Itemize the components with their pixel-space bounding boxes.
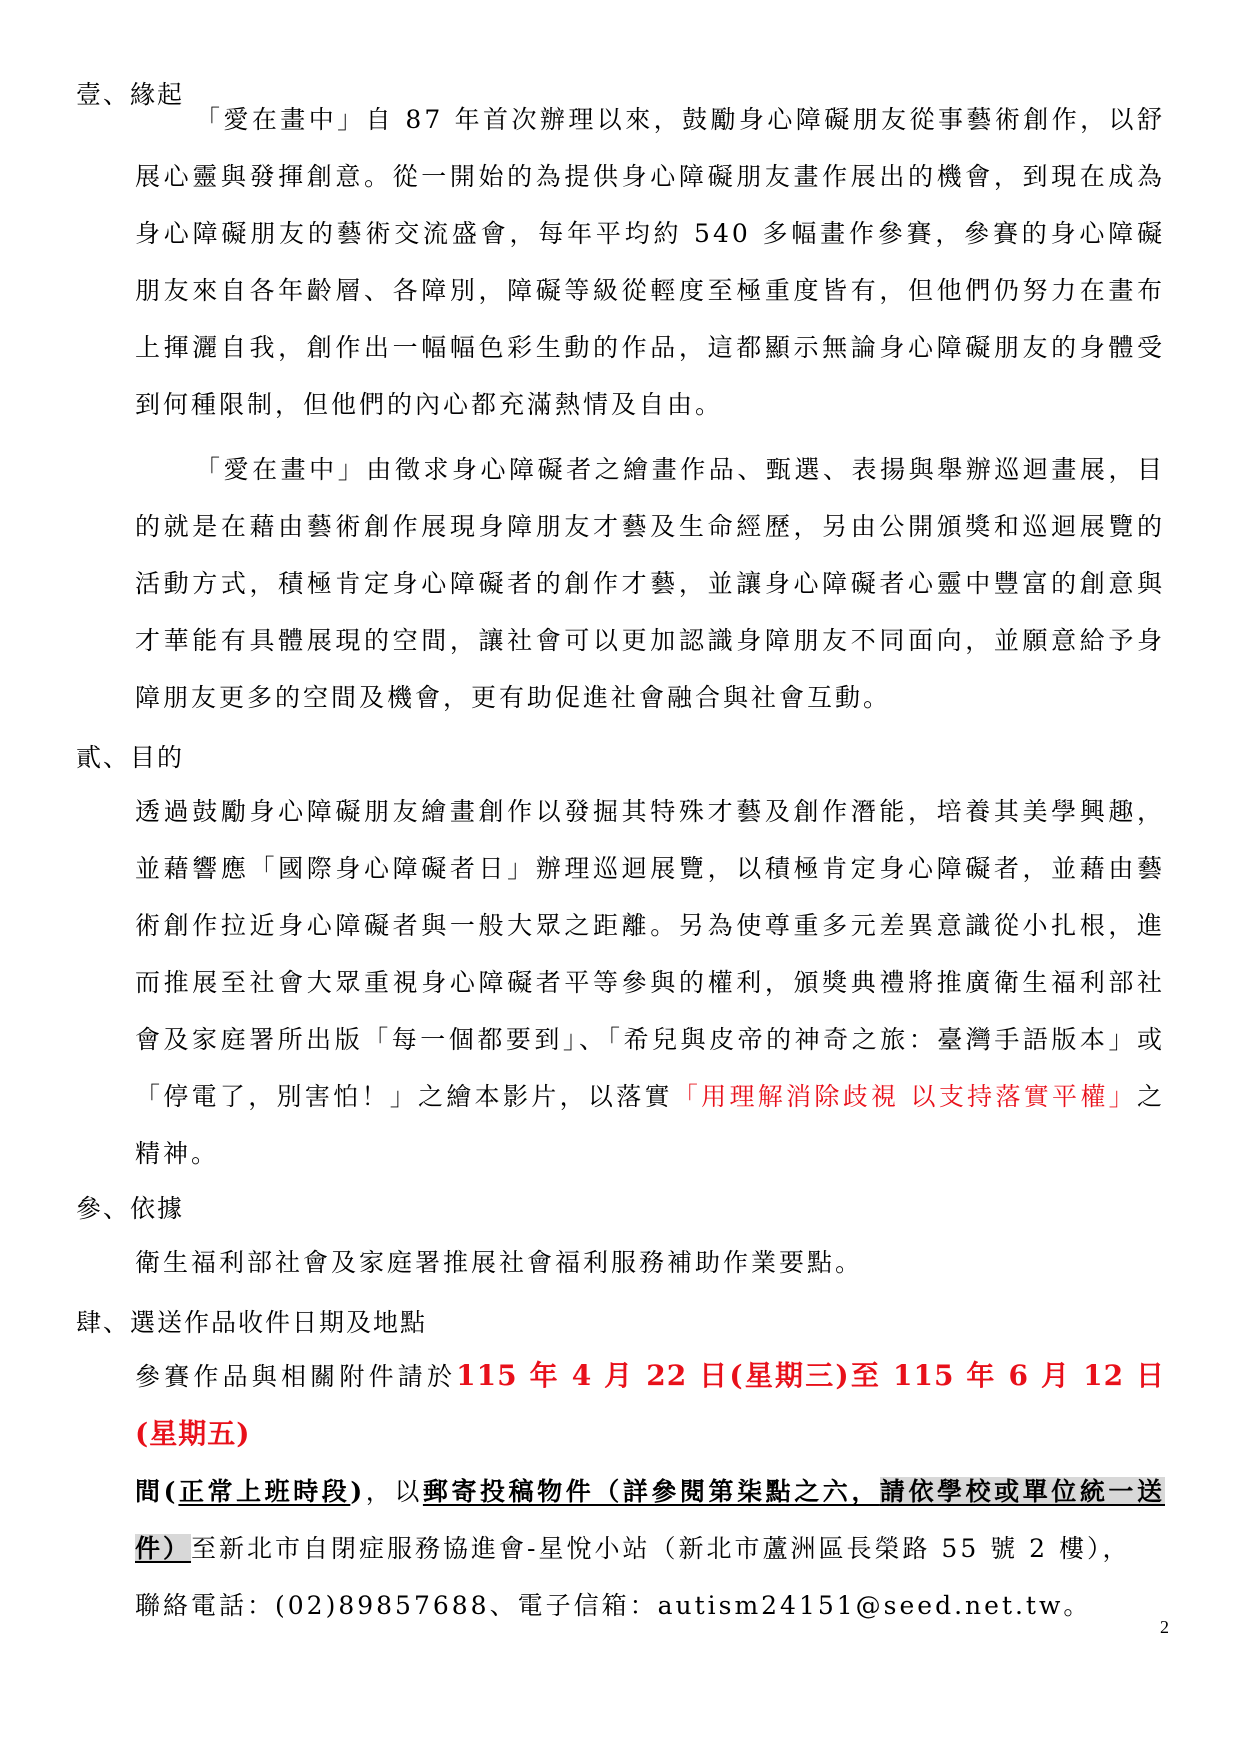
origin-paragraph-1: 「愛在畫中」自 87 年首次辦理以來，鼓勵身心障礙朋友從事藝術創作，以舒展心靈與發揮創意。從一開始的為提供身心障礙朋友畫作展出的機會，到現在成為身心障礙朋友的藝術交流盛會，每年平均約 540 多幅畫作參賽，參賽的身心障礙朋友來自各年齡層、各障別，障礙等級從輕度至極重度皆有，但他們仍努力在畫布上揮灑自我，創作出一幅幅色彩生動的作品，這都顯示無論身心障礙朋友的身體受到何種限制，但他們的內心都充滿熱情及自由。 xyxy=(135,105,1165,419)
submission-period-close: ) xyxy=(350,1477,366,1506)
section-heading-origin: 壹、緣起 xyxy=(76,80,185,109)
submission-paragraph xyxy=(135,1347,1165,1634)
purpose-paragraph xyxy=(135,783,1165,1182)
purpose-text: 透過鼓勵身心障礙朋友繪畫創作以發掘其特殊才藝及創作潛能，培養其美學興趣，並藉響應「國際身心障礙者日」辦理巡迴展覽，以積極肯定身心障礙者，並藉由藝術創作拉近身心障礙者與一般大眾之距離。另為使尊重多元差異意識從小扎根，進而推展至社會大眾重視身心障礙者平等參與的權利，頒獎典禮將推廣衛生福利部社會及家庭署所出版「每一個都要到」、「希兒與皮帝的神奇之旅：臺灣手語版本」或「停電了，別害怕！」之繪本影片，以落實 xyxy=(135,797,1165,1111)
section-heading-submission: 肆、選送作品收件日期及地點 xyxy=(76,1308,428,1337)
page-number: 2 xyxy=(1160,1617,1169,1637)
submission-mail-note: 郵寄投稿物件（詳參閱第柒點之六， xyxy=(422,1477,880,1506)
purpose-text-end: 之精神。 xyxy=(135,1082,1165,1168)
submission-office-hours: 正常上班時段 xyxy=(178,1477,351,1506)
purpose-highlight-text: 「用理解消除歧視 以支持落實平權」 xyxy=(672,1082,1137,1111)
origin-paragraph-2: 「愛在畫中」由徵求身心障礙者之繪畫作品、甄選、表揚與舉辦巡迴畫展，目的就是在藉由藝術創作展現身障朋友才藝及生命經歷，另由公開頒獎和巡迴展覽的活動方式，積極肯定身心障礙者的創作才藝，並讓身心障礙者心靈中豐富的創意與才華能有具體展現的空間，讓社會可以更加認識身障朋友不同面向，並願意給予身障朋友更多的空間及機會，更有助促進社會融合與社會互動。 xyxy=(135,455,1165,712)
section-heading-purpose: 貳、目的 xyxy=(76,743,185,772)
submission-intro: 參賽作品與相關附件請於 xyxy=(135,1362,457,1391)
section-heading-basis: 參、依據 xyxy=(76,1194,185,1223)
submission-location: 至新北市自閉症服務協進會-星悅小站（新北市蘆洲區長榮路 55 號 2 樓）， xyxy=(191,1534,1131,1563)
submission-contact: 聯絡電話：(02)89857688、電子信箱：autism24151@seed.net.tw。 xyxy=(135,1591,1092,1620)
submission-date-range: 115 年 4 月 22 日(星期三)至 115 年 6 月 12 日(星期五) xyxy=(135,1359,1165,1450)
submission-unit-note: 請依學校或單位統一送件） xyxy=(135,1477,1165,1563)
submission-period-open: 間( xyxy=(135,1477,179,1506)
submission-comma: ，以 xyxy=(365,1477,423,1506)
basis-paragraph: 衛生福利部社會及家庭署推展社會福利服務補助作業要點。 xyxy=(135,1248,864,1277)
